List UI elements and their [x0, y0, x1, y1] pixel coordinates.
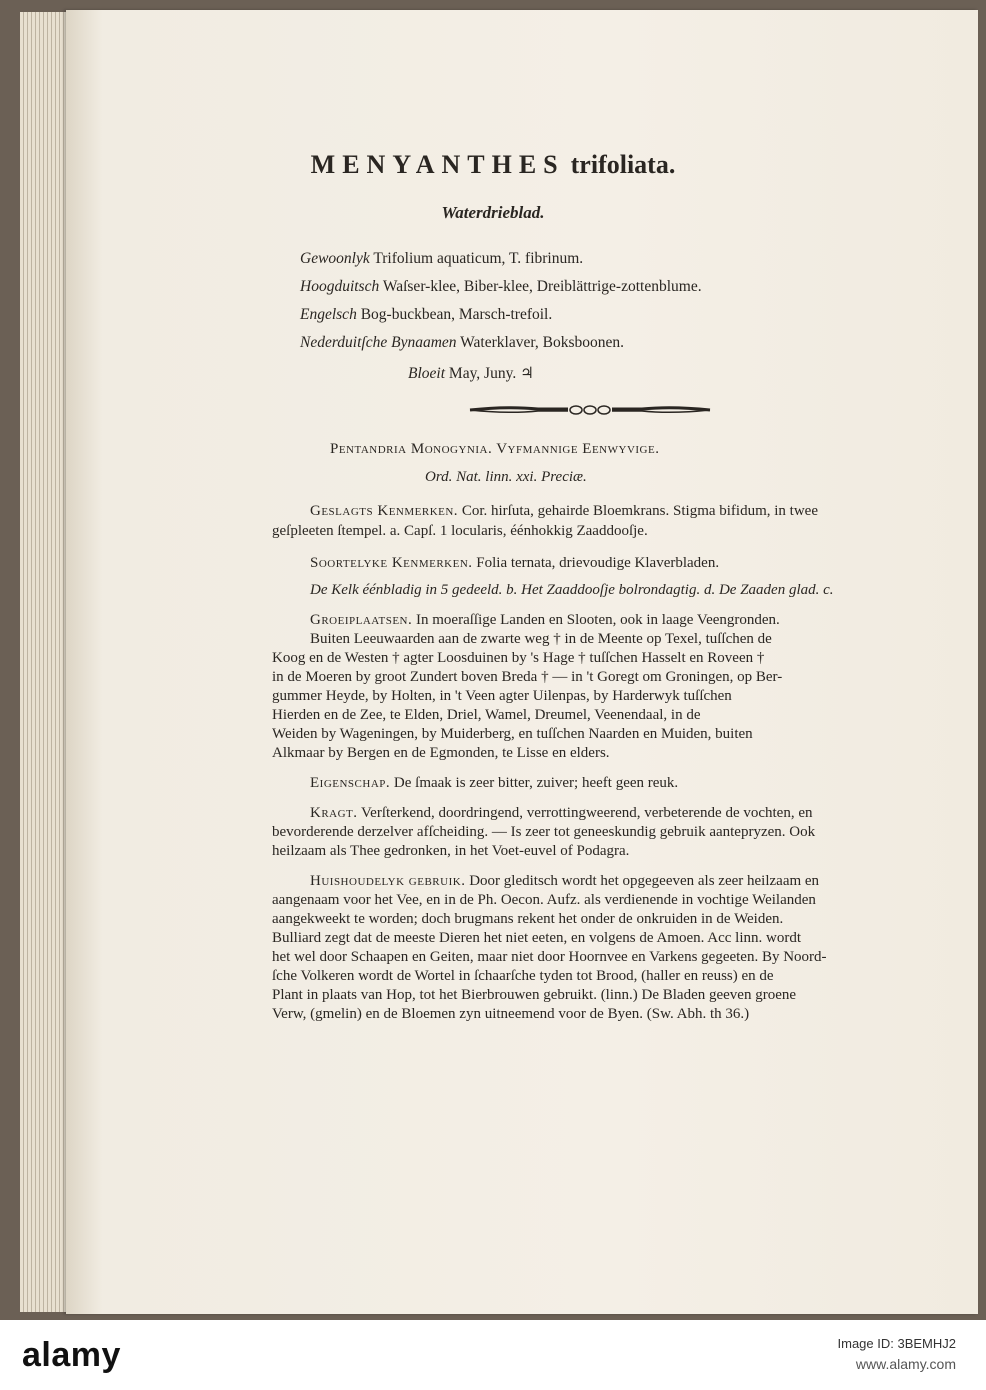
huishoudelyk-line: aangekweekt te worden; doch brugmans rekent het onder de onkruiden in de Weiden. [272, 911, 784, 927]
classification: Pentandria Monogynia. Vyfmannige Eenwyvige. [330, 441, 660, 457]
groeiplaatsen-line: Groeiplaatsen. In moeraſſige Landen en Slooten, ook in laage Veengronden. [310, 612, 780, 628]
soortelyke-line: De Kelk éénbladig in 5 gedeeld. b. Het Zaaddooſje bolrondagtig. d. De Zaaden glad. c. [310, 582, 834, 598]
name-line: Hoogduitsch Waſser-klee, Biber-klee, Dreiblättrige-zottenblume. [300, 278, 702, 295]
natural-order: Ord. Nat. linn. xxi. Preciæ. [425, 469, 587, 485]
alamy-logo: alamy [22, 1336, 121, 1374]
groeiplaatsen-line: Buiten Leeuwaarden aan de zwarte weg † in de Meente op Texel, tuſſchen de [310, 631, 772, 647]
page-subtitle: Waterdrieblad. [441, 203, 545, 222]
geslagts-line: geſpleeten ſtempel. a. Capſ. 1 locularis, éénhokkig Zaaddooſje. [272, 523, 648, 539]
stock-watermark-bar [0, 1320, 986, 1390]
huishoudelyk-line: Huishoudelyk gebruik. Door gleditsch wordt het opgegeeven als zeer heilzaam en [310, 873, 820, 889]
groeiplaatsen-line: Weiden by Wageningen, by Muiderberg, en tuſſchen Naarden en Muiden, buiten [272, 726, 753, 742]
page-title: MENYANTHES trifoliata. [310, 150, 676, 179]
kragt-line: bevorderende derzelver afſcheiding. — Is zeer tot geneeskundig gebruik aantepryzen. Ook [272, 824, 816, 840]
name-line: Engelsch Bog-buckbean, Marsch-trefoil. [300, 306, 553, 323]
image-id: Image ID: 3BEMHJ2 [837, 1336, 956, 1351]
watermark-info [838, 1334, 957, 1374]
huishoudelyk-line: het wel door Schaapen en Geiten, maar niet door Hoornvee en Varkens gegeeten. By Noord- [272, 949, 827, 965]
name-line: Bloeit May, Juny. ♃ [408, 365, 534, 382]
groeiplaatsen-line: in de Moeren by groot Zundert boven Breda † — in 't Goregt om Groningen, op Ber- [272, 669, 783, 685]
geslagts-line: Geslagts Kenmerken. Cor. hirſuta, gehairde Bloemkrans. Stigma bifidum, in twee [310, 503, 818, 519]
soortelyke-line: Soortelyke Kenmerken. Folia ternata, drievoudige Klaverbladen. [310, 555, 720, 571]
huishoudelyk-line: ſche Volkeren wordt de Wortel in ſchaarſche tyden tot Brood, (haller en reuss) en de [272, 968, 774, 984]
kragt-line: heilzaam als Thee gedronken, in het Voet-euvel of Podagra. [272, 843, 630, 859]
huishoudelyk-line: aangenaam voor het Vee, en in de Ph. Oecon. Aufz. als verdienende in vochtige Weilanden [272, 892, 816, 908]
huishoudelyk-line: Plant in plaats van Hop, tot het Bierbrouwen gebruikt. (linn.) De Bladen geeven groene [272, 987, 797, 1003]
name-line: Gewoonlyk Trifolium aquaticum, T. fibrinum. [300, 250, 584, 267]
eigenschap-line: Eigenschap. De ſmaak is zeer bitter, zuiver; heeft geen reuk. [310, 775, 679, 791]
groeiplaatsen-line: Alkmaar by Bergen en de Egmonden, te Lisse en elders. [272, 745, 610, 761]
ornament-rule [468, 404, 712, 416]
groeiplaatsen-line: gummer Heyde, by Holten, in 't Veen agter Uilenpas, by Harderwyk tuſſchen [272, 688, 732, 704]
groeiplaatsen-line: Hierden en de Zee, te Elden, Driel, Wamel, Dreumel, Veenendaal, in de [272, 707, 701, 723]
site-url: www.alamy.com [855, 1356, 956, 1372]
name-line: Nederduitſche Bynaamen Waterklaver, Boksboonen. [300, 334, 624, 351]
huishoudelyk-line: Bulliard zegt dat de meeste Dieren het niet eeten, en volgens de Amoen. Acc linn. wordt [272, 930, 801, 946]
kragt-line: Kragt. Verſterkend, doordringend, verrottingweerend, verbeterende de vochten, en [310, 805, 813, 821]
groeiplaatsen-line: Koog en de Westen † agter Loosduinen by 's Hage † tuſſchen Hasselt en Roveen † [272, 650, 765, 666]
huishoudelyk-line: Verw, (gmelin) en de Bloemen zyn uitneemend voor de Byen. (Sw. Abh. th 36.) [272, 1006, 750, 1022]
